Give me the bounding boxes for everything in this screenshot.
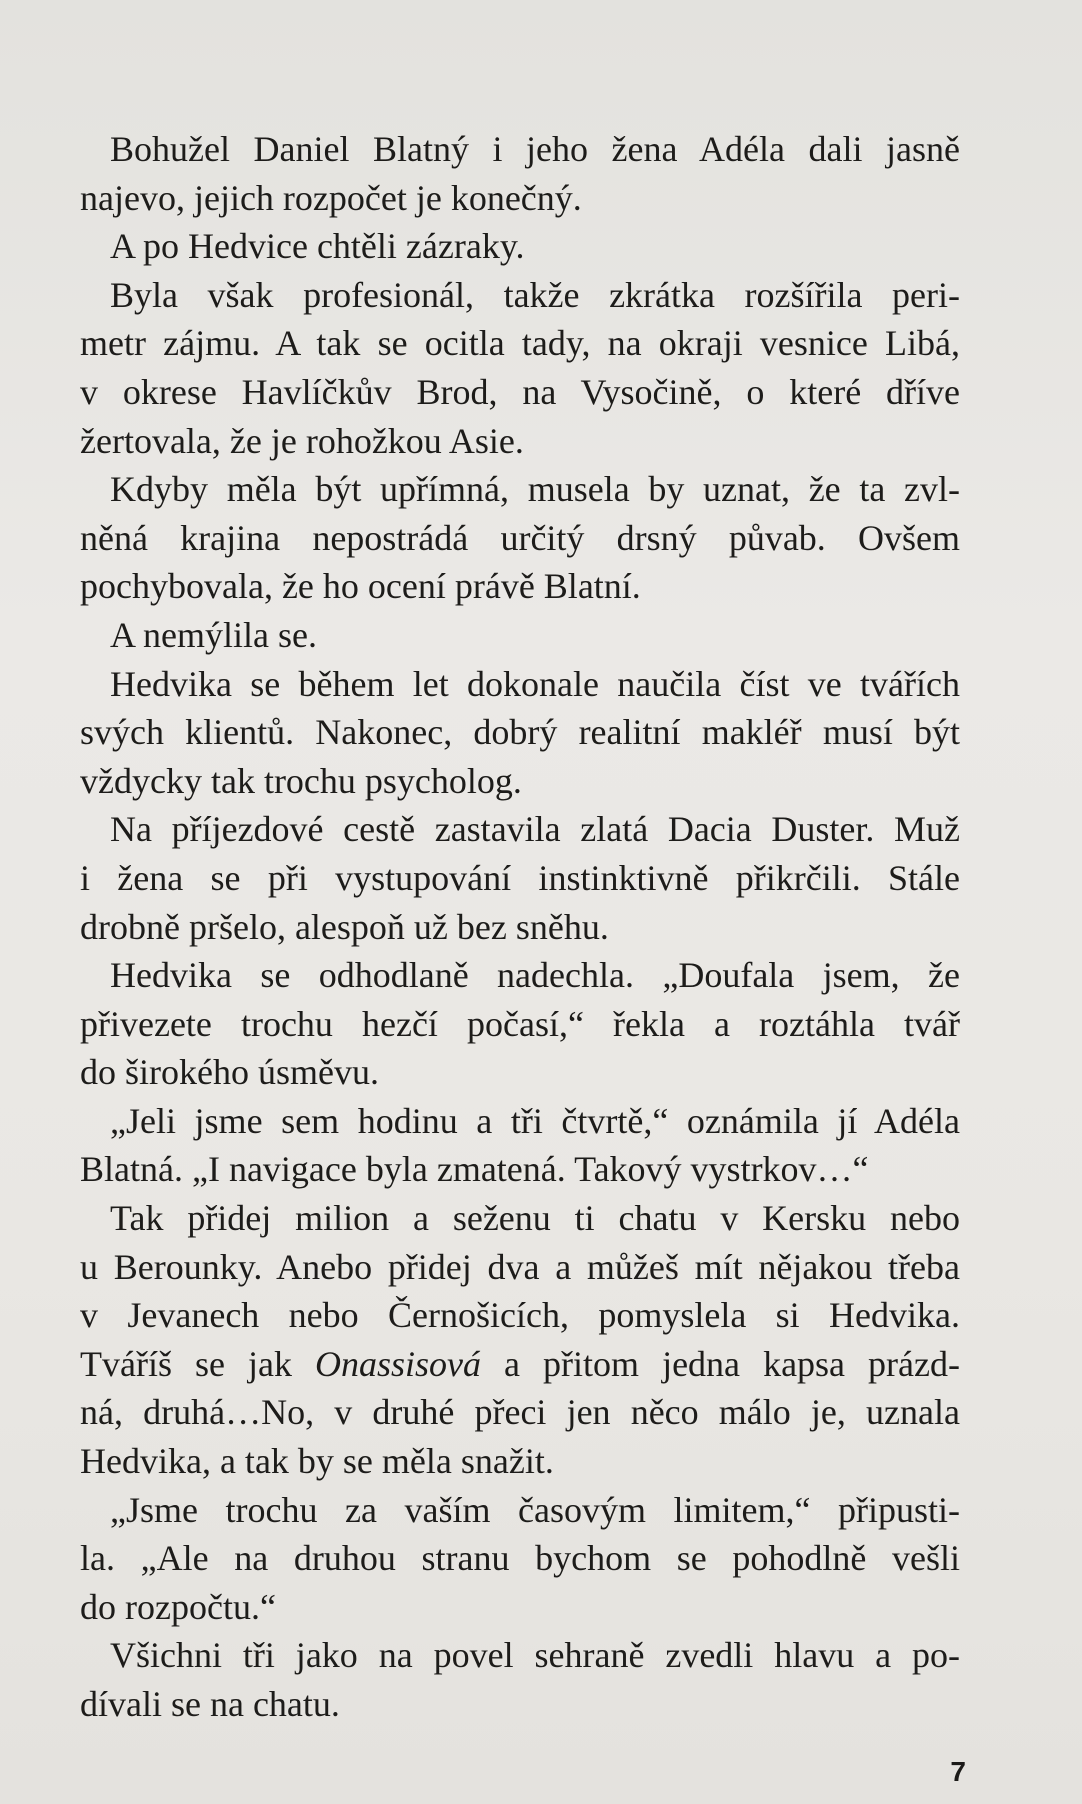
text-line: „Jsme trochu za vaším časovým limitem,“ připusti- bbox=[110, 1489, 960, 1530]
text-line: Na příjezdové cestě zastavila zlatá Dacia Duster. Muž bbox=[110, 809, 960, 850]
text-line: Tak přidej milion a seženu ti chatu v Kersku nebo bbox=[110, 1198, 960, 1239]
text-line: do rozpočtu.“ bbox=[80, 1586, 276, 1627]
text-line: Tváříš se jak Onassisová a přitom jedna kapsa prázd- bbox=[80, 1343, 960, 1384]
text-line: vždycky tak trochu psycholog. bbox=[80, 760, 522, 801]
text-line: Byla však profesionál, takže zkrátka rozšířila peri- bbox=[110, 274, 960, 315]
text-line: něná krajina nepostrádá určitý drsný půvab. Ovšem bbox=[80, 517, 960, 558]
text-line: i žena se při vystupování instinktivně přikrčili. Stále bbox=[80, 857, 960, 898]
text-line: najevo, jejich rozpočet je konečný. bbox=[80, 177, 582, 218]
text-line: v Jevanech nebo Černošicích, pomyslela si Hedvika. bbox=[80, 1295, 960, 1336]
text-line: metr zájmu. A tak se ocitla tady, na okraji vesnice Libá, bbox=[80, 323, 960, 364]
text-line: A po Hedvice chtěli zázraky. bbox=[110, 226, 525, 267]
text-line: Bohužel Daniel Blatný i jeho žena Adéla dali jasně bbox=[110, 129, 960, 169]
text-line: u Berounky. Anebo přidej dva a můžeš mít nějakou třeba bbox=[80, 1246, 960, 1287]
text-line: Hedvika se během let dokonale naučila číst ve tvářích bbox=[110, 663, 960, 704]
text-line: drobně pršelo, alespoň už bez sněhu. bbox=[80, 906, 609, 947]
body-text bbox=[80, 125, 960, 1729]
text-line: svých klientů. Nakonec, dobrý realitní makléř musí být bbox=[80, 712, 960, 753]
text-line: pochybovala, že ho ocení právě Blatní. bbox=[80, 566, 641, 607]
page-number: 7 bbox=[950, 1756, 966, 1787]
text-line: v okrese Havlíčkův Brod, na Vysočině, o které dříve bbox=[80, 371, 960, 412]
text-line: la. „Ale na druhou stranu bychom se pohodlně vešli bbox=[80, 1538, 960, 1579]
text-line: dívali se na chatu. bbox=[80, 1684, 340, 1724]
text-line: Všichni tři jako na povel sehraně zvedli hlavu a po- bbox=[110, 1635, 960, 1676]
text-line: do širokého úsměvu. bbox=[80, 1052, 379, 1093]
text-line: přivezete trochu hezčí počasí,“ řekla a roztáhla tvář bbox=[80, 1003, 960, 1044]
text-line: žertovala, že je rohožkou Asie. bbox=[80, 420, 524, 461]
text-line: ná, druhá…No, v druhé přeci jen něco málo je, uznala bbox=[80, 1392, 960, 1433]
text-line: „Jeli jsme sem hodinu a tři čtvrtě,“ oznámila jí Adéla bbox=[110, 1100, 960, 1141]
text-line: Blatná. „I navigace byla zmatená. Takový vystrkov…“ bbox=[80, 1149, 869, 1190]
text-line: Kdyby měla být upřímná, musela by uznat, že ta zvl- bbox=[110, 469, 960, 510]
text-line: Hedvika se odhodlaně nadechla. „Doufala jsem, že bbox=[110, 955, 960, 996]
text-line: A nemýlila se. bbox=[110, 614, 317, 655]
text-line: Hedvika, a tak by se měla snažit. bbox=[80, 1441, 554, 1482]
